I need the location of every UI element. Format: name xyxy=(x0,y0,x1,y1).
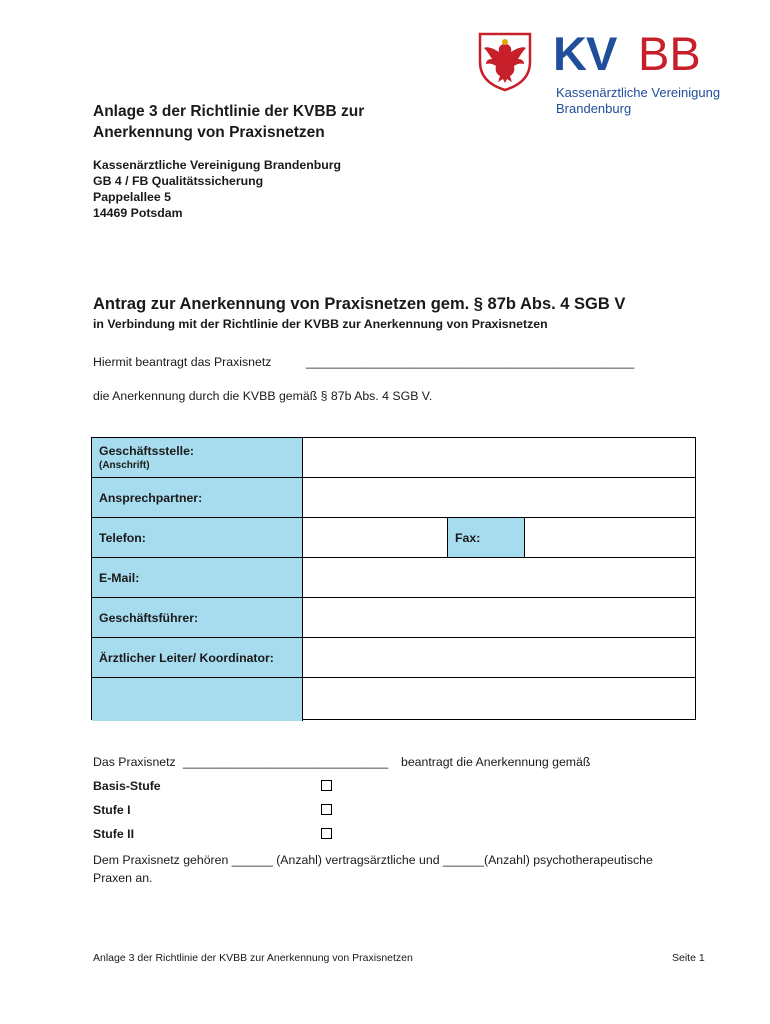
stage-2-checkbox[interactable] xyxy=(321,828,332,839)
medical-lead-label: Ärztlicher Leiter/ Koordinator: xyxy=(92,638,303,677)
address-line: 14469 Potsdam xyxy=(93,206,183,220)
form-row-medical-lead xyxy=(92,638,695,678)
extra-label-cell xyxy=(92,678,303,721)
form-title: Antrag zur Anerkennung von Praxisnetzen gem. § 87b Abs. 4 SGB V xyxy=(93,295,626,313)
address-line: Pappelallee 5 xyxy=(93,190,171,204)
form-row-email xyxy=(92,558,695,598)
address-line: Kassenärztliche Vereinigung Brandenburg xyxy=(93,158,342,172)
annex-heading-line2: Anerkennung von Praxisnetzen xyxy=(93,124,325,141)
address-line: GB 4 / FB Qualitätssicherung xyxy=(93,174,264,188)
email-field[interactable] xyxy=(303,558,695,597)
stage-1-label: Stufe I xyxy=(93,803,131,817)
request-label: Hiermit beantragt das Praxisnetz xyxy=(93,355,272,369)
fax-label: Fax: xyxy=(447,518,525,557)
office-label: Geschäftsstelle: xyxy=(99,444,195,458)
office-sublabel: (Anschrift) xyxy=(99,460,150,471)
contact-form-table xyxy=(91,437,696,720)
extra-field[interactable] xyxy=(303,678,695,721)
practices-count-line1: Dem Praxisnetz gehören ______ (Anzahl) vertragsärztliche und ______(Anzahl) psychotherapeutische xyxy=(93,853,653,867)
annex-heading-line1: Anlage 3 der Richtlinie der KVBB zur xyxy=(93,103,365,120)
stage-basis-checkbox[interactable] xyxy=(321,780,332,791)
logo-org-line1: Kassenärztliche Vereinigung xyxy=(556,85,721,100)
contact-field[interactable] xyxy=(303,478,695,517)
manager-label: Geschäftsführer: xyxy=(92,598,303,637)
stage-intro-prefix: Das Praxisnetz xyxy=(93,755,176,769)
form-row-contact xyxy=(92,478,695,518)
manager-field[interactable] xyxy=(303,598,695,637)
request-text: die Anerkennung durch die KVBB gemäß § 87b Abs. 4 SGB V. xyxy=(93,389,433,403)
phone-label: Telefon: xyxy=(92,518,303,557)
phone-field[interactable] xyxy=(303,518,447,557)
stage-network-blank[interactable]: ______________________________ xyxy=(183,755,389,769)
email-label: E-Mail: xyxy=(92,558,303,597)
footer-document-title: Anlage 3 der Richtlinie der KVBB zur Anerkennung von Praxisnetzen xyxy=(93,952,413,964)
logo-org-line2: Brandenburg xyxy=(556,101,632,116)
stage-basis-label: Basis-Stufe xyxy=(93,779,161,793)
form-row-phone-fax xyxy=(92,518,695,558)
stage-1-checkbox[interactable] xyxy=(321,804,332,815)
practices-count-line2: Praxen an. xyxy=(93,871,153,885)
form-row-office xyxy=(92,438,695,478)
form-subtitle: in Verbindung mit der Richtlinie der KVBB zur Anerkennung von Praxisnetzen xyxy=(93,317,548,331)
logo-kv: KV xyxy=(553,27,617,80)
footer-page-number: Seite 1 xyxy=(672,952,705,964)
office-label-cell xyxy=(92,438,303,477)
stage-2-label: Stufe II xyxy=(93,827,134,841)
stage-intro-suffix: beantragt die Anerkennung gemäß xyxy=(401,755,591,769)
medical-lead-field[interactable] xyxy=(303,638,695,677)
logo-bb: BB xyxy=(638,27,701,80)
fax-field[interactable] xyxy=(525,518,695,557)
brandenburg-eagle-crest-icon xyxy=(478,32,532,92)
office-field[interactable] xyxy=(303,438,695,477)
form-row-extra xyxy=(92,678,695,721)
form-row-manager xyxy=(92,598,695,638)
network-name-blank[interactable]: ________________________________________________ xyxy=(306,355,635,369)
contact-label: Ansprechpartner: xyxy=(92,478,303,517)
